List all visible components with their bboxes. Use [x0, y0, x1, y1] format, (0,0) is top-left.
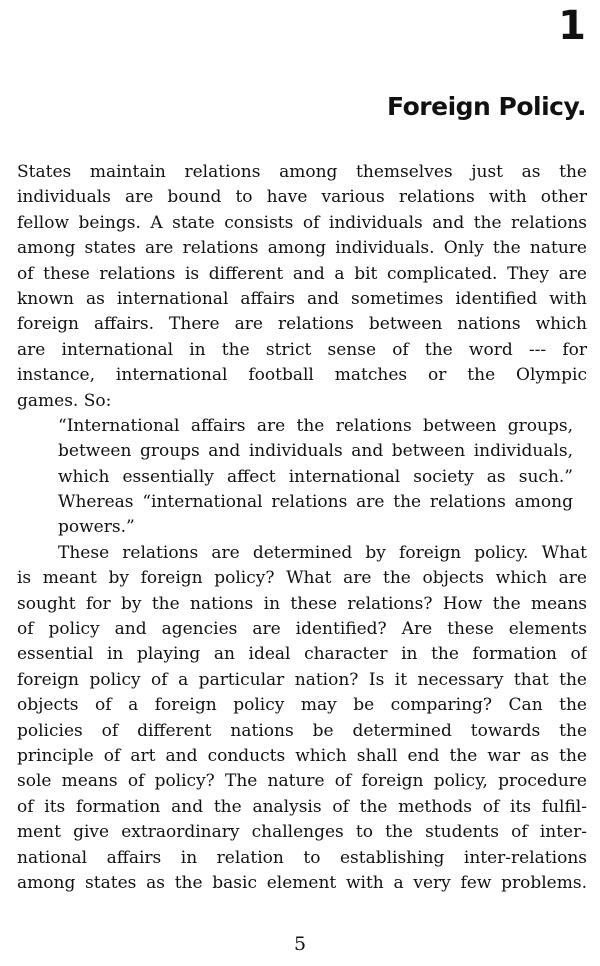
block-quote: [17, 414, 587, 541]
text-line: is meant by foreign policy? What are the objects which are: [17, 568, 587, 589]
quote-line: Whereas “international relations are the relations among: [58, 492, 573, 513]
text-line: among states are relations among individuals. Only the nature: [17, 238, 587, 259]
quote-line: between groups and individuals and between individuals,: [58, 441, 573, 462]
text-line: States maintain relations among themselves just as the: [17, 162, 587, 182]
text-line: ment give extraordinary challenges to the students of inter-: [17, 822, 587, 843]
text-line: are international in the strict sense of the word --- for: [17, 339, 587, 360]
text-line: These relations are determined by foreign policy. What: [58, 542, 587, 563]
text-line: national affairs in relation to establishing inter-relations: [17, 847, 587, 868]
paragraph-2: [17, 541, 587, 896]
text-line: among states as the basic element with a very few problems.: [17, 872, 587, 893]
text-line: foreign policy of a particular nation? Is it necessary that the: [17, 669, 587, 690]
text-line: of policy and agencies are identified? Are these elements: [17, 619, 587, 640]
text-line: of its formation and the analysis of the methods of its fulfil-: [17, 796, 587, 817]
quote-line: powers.”: [58, 517, 135, 538]
text-line: fellow beings. A state consists of individuals and the relations: [17, 212, 587, 233]
body-text: [17, 160, 587, 896]
chapter-title: Foreign Policy.: [387, 92, 586, 121]
text-line: known as international affairs and sometimes identified with: [17, 288, 587, 309]
text-line: foreign affairs. There are relations between nations which: [17, 314, 587, 335]
text-line: principle of art and conducts which shall end the war as the: [17, 745, 587, 766]
text-line: sought for by the nations in these relations? How the means: [17, 593, 587, 614]
quote-line: which essentially affect international society as such.”: [58, 466, 573, 487]
quote-line: “International affairs are the relations between groups,: [58, 415, 573, 436]
text-line: instance, international football matches or the Olympic: [17, 365, 587, 386]
chapter-number: 1: [558, 3, 586, 49]
paragraph-1: [17, 160, 587, 414]
text-line: games. So:: [17, 390, 112, 411]
text-line: policies of different nations be determined towards the: [17, 720, 587, 741]
text-line: essential in playing an ideal character in the formation of: [17, 644, 587, 665]
text-line: sole means of policy? The nature of foreign policy, procedure: [17, 771, 587, 792]
text-line: objects of a foreign policy may be comparing? Can the: [17, 695, 587, 716]
page-number: 5: [293, 933, 307, 955]
text-line: individuals are bound to have various relations with other: [17, 187, 587, 208]
text-line: of these relations is different and a bit complicated. They are: [17, 263, 587, 284]
